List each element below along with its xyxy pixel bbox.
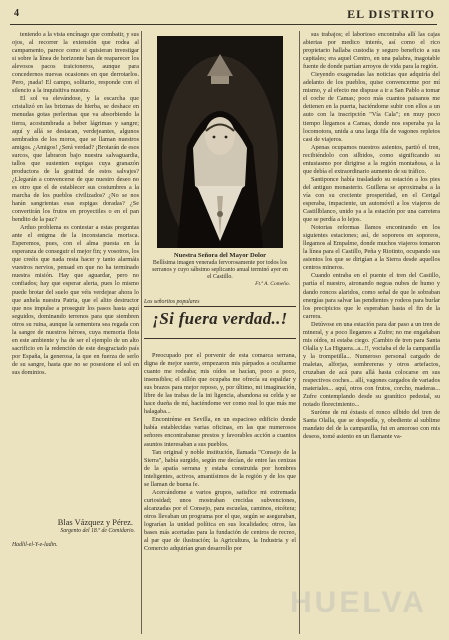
signature-place: Hadlil-el-Y-e-ladin. [12,542,58,548]
paragraph: Tan original y noble institución, llamada "Consejo de la Sierra", había surgido, según me decían, de entre las cenizas de la apatía serrana y estaba construida por hombres inteligentes, activos, amantísimos de la región y de los que se llaman de buena fe. [144,448,296,488]
author-name: Blas Vázquez y Pérez. [57,518,133,527]
paragraph: Encontréme en Sevilla, en un espacioso edificio donde había establecidas varias oficinas, en las que numerosos señores encontrabanse prestos y favorables acción a cuantos asuntos interesaban a sus pueblos. [144,416,296,448]
paragraph: sus trabajos; el laborioso encontraba allí las cajas abiertas por medico interés, así como el rico propietario hallaba custodia y seguro beneficio a sus capitales; era aquel Centro, en una palabra, inagotable fuente de donde partían arroyos de vida para la región. [303,31,440,71]
paragraph: El sol va elevándose, y la escarcha que cristalizó en las brizmas de hierba, se deshace en menudas gotas perlerinas que va absorbiendo la tierra, acostumbrada a beber lágrimas y sangre; aquí y allá se destacan, verdejeantes, algunos sembrados de los moros, que se llaman nuestros amigos. ¿Amigos! ¿Será verdad? ¡Brotarán de esos surcos, que labraron bajo nuestra salvaguardia, tallos que sustenten espigas cuya granazón productora de la gratitud de estos salvajes? ¿Llegarán a convencerse de que nuestro deseo no es otro que el de establecer sus costumbres a la marcha de los pueblos civilizados? ¿No se nos harán sangrientas esas espigas doradas? ¿Se convertirán los frutos en proyectiles o en el pan bendito de la paz? [12,95,139,224]
page-number: 4 [14,8,19,19]
library-watermark: HUELVA [290,586,427,619]
paragraph: Santiponce había trasladado su estación a los pies del antiguo monasterio. Guillena se aproximaba a la vía con su creciente prosperidad, en el Cerigal esperaba, impaciente, un automóvil a los viajeros de Castillblanco, unido ya a la estación por una carretera que se perdía a lo lejos. [303,175,440,224]
signature-block [12,519,139,549]
virgin-image [157,36,283,248]
paragraph: Suróme de mi éxtasis el ronco silbido del tren de Santa Olalla, que se despedía, y, obediente al sublime mandato del de la campanilla, fui en amoroso con mis deseos, tomé asiento en un flamante va- [303,409,440,441]
column-right [303,31,440,638]
paragraph: Notorias reformas llamos encontrando en los siguientes estaciones; así, de soporeos en soporeos, llegamos al Empalme, donde muchos viajeros tomaron la línea para el Castillo, Peña y Riotinto, ocupando sus asientos los que se dirigían a la Sierra desde aquellos centros mineros. [303,224,440,272]
column-rule [141,31,142,634]
column-center [144,352,296,638]
paragraph: Cuando entraba en el puente el tren del Castillo, partía el nuestro, atronando negras nubes de humo y dando roncos alaridos, como señal de que le sobraban energías para salvar las pendientes y rodeos para burlar los precipicios que le esperaban hasta el fin de la carrera. [303,272,440,320]
column-left [12,31,139,519]
page-header [10,8,437,25]
author-rank: Sargento del 18.º de Comidario. [60,528,135,534]
caption-text: Bellísima imagen venerada fervorosamente por todos los serranos y cuyo sábsimo seplicanto anual terminó ayer en el Castillo. [152,260,288,281]
paragraph: Detúvose en una estación para dar paso a un tren de mineral, y a poco llegamos a Zufre; no me engañaban mis oídos, ni estaba ciego. ¡Cambio de tren para Santa Olalla y La Higuera...a...!!, vociaba el de la campanilla y la trompetilla... Numeroso personal cargado de maletas, alforjas, sombrereras y otros artefactos, cruzaban de acá para allá hasta colocarse en sus respectivos coches... allí, vagones cargados de variados materiales... aquí, otros con frutos, corcho, maderas... Zufre contemplando desde su granítico pedestal, su notado florecimiento... [303,320,440,409]
paragraph: Acercándome a varios grupos, satisfice mi extremada curiosidad; unos mostraban crecidas subvenciones, alcanzadas por el Consejo, para escuelas, caminos, etcétera; otros llevaban un programa por el que, según se aseguraban, lograrían la unidad política en sus localidades; otros, las bases más acertadas para la fundación de centros de recreo, al par que de ilustración; la Agricultura, la Industria y el Comercio adquirían gran desarrollo por [144,488,296,553]
paragraph: Cieyendo exageradas las noticias que adquiría del adelanto de los pueblos, quise convencerme por mí mismo, y al efecto me dispuse a ir a San Pablo a tomar el coche de Camas; poco más cuantos paisanos me detienen en la puerta, haciéndome subir con ellos a un auto con la inscripción "Vía Cala"; en muy poco tiempo llegamos a Camas, donde nos esperaba ya la locomotora, unida a una larga fila de vagones repletos casi de viajeros. [303,71,440,143]
headline-rule [144,338,296,339]
caption-title: Nuestra Señora del Mayor Dolor [173,252,267,259]
photo-caption [150,252,290,288]
paragraph: Arduo problema es contestar a estas preguntas ante el enigma de la inconstancia morisca. Esperemos, pues, con el alma puesta en la esperanza de conseguir el mejor fin; y vosotros, los que creéis que nada resta hacer y tanto alarmáis vuestros nervios, pensad en que no ha terminado nuestra misión. Hay que aguardar, pero no confiados; hay que esperar alerta, pues lo mismo puede brotar del suelo que véis verdejear ahora lo que anhela nuestra Patria, que el alito destructor que nos impulse a proseguir los pasos hasta aquí seguidos, dominando terrenos para que siembren otros su ruina, aunque la sementera sea regada con la sangre de nuestros héroes, cuya memoria flota en este ambiente y ha de ser el ejemplo de un alto sacrificio en la redención de este desgraciado país por España, la generosa, la que en fuerza de serlo de su sangre, hasta que no se posesione el sol en sus dominios. [12,224,139,376]
paragraph: Preocupado por el porvenir de esta comarca serrana, digna de mejor suerte, empezaron mis párpados a ocultarme cuanto me rodeaba; mis oídos se hacían, poco a poco, insensibles; el sillón que ocupaba me ofrecía su espaldar y sus brazos para mejor reposo, y, por último, mi imaginación, libre de las trabas de la ini ligencia, abandona su celda y se hace dueña de mí, haciéndome ver como real lo que más me halagaba... [144,352,296,416]
publication-title: EL DISTRITO [347,7,435,21]
virgin-photograph [157,36,283,248]
article-headline: ¡Si fuera verdad..! [152,309,288,328]
section-label: Los señoritos populares [144,299,296,307]
paragraph: teniendo a la vista encínago que combatir, y sus ojos, al recorrer la extensión que rodea al campamento, parece como si quisieran investigar si sobre la línea de horizonte han de reaparecer los alevosos pacos traicioneros, aunque para concedernos nuevas ocasiones en que derrotarlos. Pero, ¡nada! El campo, solitario, responde con el silencio a la inquisitiva nuestra. [12,31,139,95]
paragraph: Apenas ocupamos nuestros asientos, partió el tren, recibiéndolo con silbidos, como significando su entusiasmo por dirigirse a la región montañosa, a la que debía el extraordinario aumento de su tráfico. [303,143,440,175]
caption-credit: Ft.ª A. Comeño. [255,281,290,288]
column-rule [299,31,300,634]
